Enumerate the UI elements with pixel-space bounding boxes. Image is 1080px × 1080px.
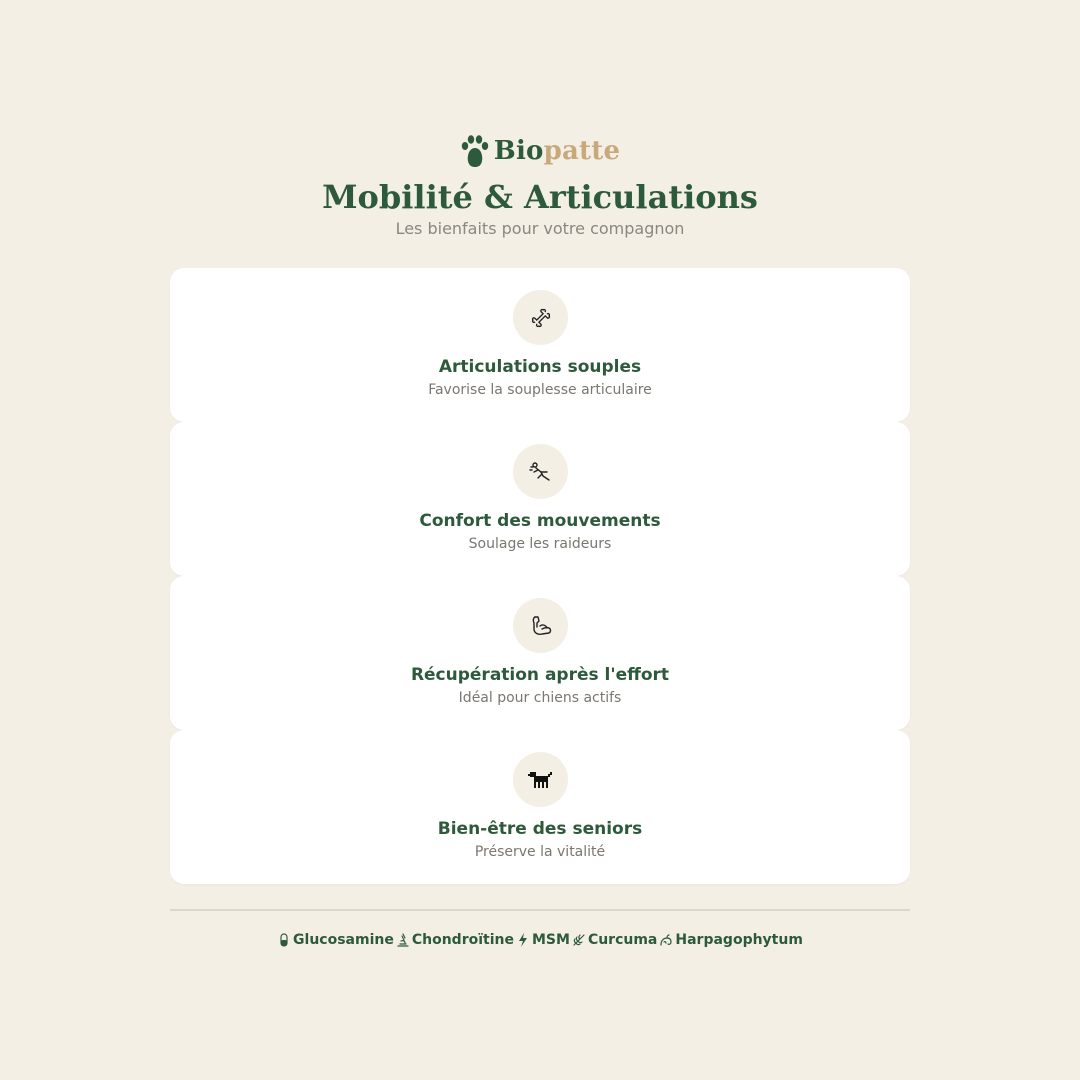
benefit-card xyxy=(170,576,910,730)
benefit-title: Confort des mouvements xyxy=(419,511,661,531)
brand-name-part2: patte xyxy=(543,136,621,166)
flexed-arm-icon xyxy=(513,598,568,653)
herb-icon xyxy=(572,932,586,948)
benefits-list xyxy=(170,268,910,884)
divider xyxy=(170,909,910,911)
microscope-icon xyxy=(396,932,410,948)
brand-name-part1: Bio xyxy=(493,136,544,166)
benefit-card xyxy=(170,422,910,576)
ingredient-chondroitine xyxy=(396,932,514,948)
ingredient-label: Chondroïtine xyxy=(411,932,514,948)
bone-icon xyxy=(513,290,568,345)
ingredient-label: Glucosamine xyxy=(293,932,394,948)
benefit-description: Soulage les raideurs xyxy=(468,536,612,552)
ingredient-msm xyxy=(516,932,570,948)
page-subtitle: Les bienfaits pour votre compagnon xyxy=(395,219,685,238)
benefit-description: Idéal pour chiens actifs xyxy=(458,690,622,706)
dog-icon xyxy=(513,752,568,807)
benefit-title: Récupération après l'effort xyxy=(410,665,670,685)
pill-icon xyxy=(277,932,291,948)
benefit-description: Préserve la vitalité xyxy=(474,844,606,860)
paw-icon xyxy=(460,134,490,168)
ingredient-harpagophytum xyxy=(659,932,803,948)
benefit-title: Bien-être des seniors xyxy=(437,819,643,839)
benefit-title: Articulations souples xyxy=(438,357,642,377)
root-icon xyxy=(659,932,673,948)
ingredients-list xyxy=(0,929,1080,951)
benefit-card xyxy=(170,268,910,422)
benefit-card xyxy=(170,730,910,884)
brand-logo[interactable] xyxy=(0,132,1080,170)
running-icon xyxy=(513,444,568,499)
ingredient-label: MSM xyxy=(531,932,570,948)
brand-name xyxy=(494,136,620,166)
ingredient-label: Harpagophytum xyxy=(675,932,803,948)
benefit-description: Favorise la souplesse articulaire xyxy=(428,382,652,398)
ingredient-label: Curcuma xyxy=(587,932,658,948)
page-title: Mobilité & Articulations xyxy=(322,178,758,216)
ingredient-glucosamine xyxy=(277,932,394,948)
ingredient-curcuma xyxy=(572,932,657,948)
lightning-icon xyxy=(516,932,530,948)
